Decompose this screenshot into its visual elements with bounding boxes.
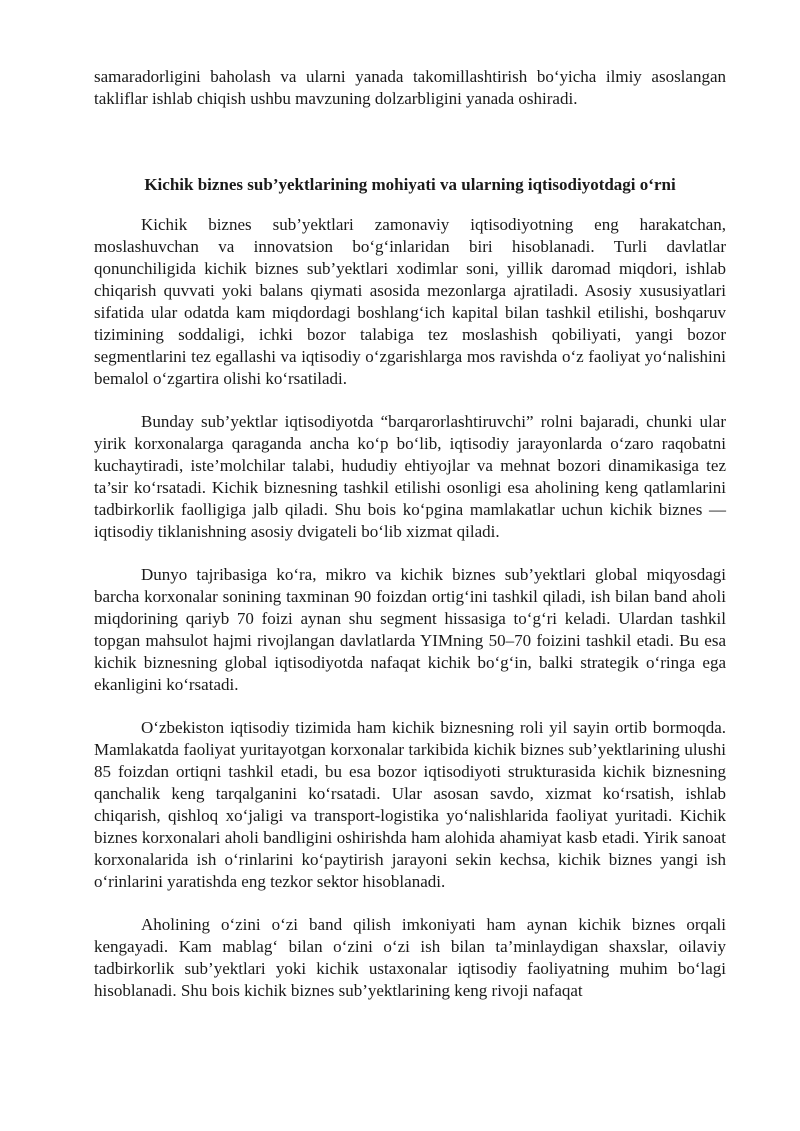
spacer <box>94 543 726 564</box>
body-paragraph-2: Bunday sub’yektlar iqtisodiyotda “barqarorlashtiruvchi” rolni bajaradi, chunki ular yirik korxonalarga qaraganda ancha ko‘p bo‘lib, iqtisodiy jarayonlarda o‘zaro raqobatni kuchaytiradi, iste’molchilar talabi, hududiy ehtiyojlar va mehnat bozori dinamikasiga tez ta’sir ko‘rsatadi. Kichik biznesning tashkil etilishi osonligi esa aholining keng qatlamlarini tadbirkorlik faolligiga jalb qiladi. Shu bois ko‘pgina mamlakatlar uchun kichik biznes — iqtisodiy tiklanishning asosiy dvigateli bo‘lib xizmat qiladi. <box>94 412 726 541</box>
body-paragraph-3: Dunyo tajribasiga ko‘ra, mikro va kichik biznes sub’yektlari global miqyosdagi barcha korxonalar sonining taxminan 90 foizdan ortig‘ini tashkil qiladi, ish bilan band aholi miqdorining qariyb 70 foizi aynan shu segment hissasiga to‘g‘ri keladi. Ulardan tashkil topgan mahsulot hajmi rivojlangan davlatlarda YIMning 50–70 foizini tashkil etadi. Bu esa kichik biznesning global iqtisodiyotda nafaqat kichik bo‘g‘in, balki strategik o‘ringa ega ekanligini ko‘rsatadi. <box>94 565 726 694</box>
body-paragraph-1: Kichik biznes sub’yektlari zamonaviy iqtisodiyotning eng harakatchan, moslashuvchan va innovatsion bo‘g‘inlaridan biri hisoblanadi. Turli davlatlar qonunchiligida kichik biznes sub’yektlari xodimlar soni, yillik daromad miqdori, ishlab chiqarish quvvati yoki balans qiymati asosida mezonlarga ajratiladi. Asosiy xususiyatlari sifatida ular odatda kam miqdordagi boshlang‘ich kapital bilan tashkil etilishi, boshqaruv tizimining soddaligi, ichki bozor talabiga tez moslashish qobiliyati, yangi bozor segmentlarini tez egallashi va iqtisodiy o‘zgarishlarga mos ravishda o‘z faoliyat yo‘nalishini bemalol o‘zgartira olishi ko‘rsatiladi. <box>94 215 726 388</box>
intro-paragraph: samaradorligini baholash va ularni yanada takomillashtirish bo‘yicha ilmiy asoslangan takliflar ishlab chiqish ushbu mavzuning dolzarbligini yanada oshiradi. <box>94 67 726 108</box>
spacer <box>94 196 726 214</box>
document-page <box>94 66 726 1002</box>
section-heading: Kichik biznes sub’yektlarining mohiyati va ularning iqtisodiyotdagi o‘rni <box>144 175 676 194</box>
spacer <box>94 390 726 411</box>
spacer <box>94 696 726 717</box>
body-paragraph-5: Aholining o‘zini o‘zi band qilish imkoniyati ham aynan kichik biznes orqali kengayadi. Kam mablag‘ bilan o‘zini o‘zi ish bilan ta’minlaydigan shaxslar, oilaviy tadbirkorlik sub’yektlari yoki kichik ustaxonalar iqtisodiy faoliyatning muhim bo‘lagi hisoblanadi. Shu bois kichik biznes sub’yektlarining keng rivoji nafaqat <box>94 915 726 1000</box>
spacer <box>94 893 726 914</box>
spacer <box>94 110 726 174</box>
body-paragraph-4: O‘zbekiston iqtisodiy tizimida ham kichik biznesning roli yil sayin ortib bormoqda. Mamlakatda faoliyat yuritayotgan korxonalar tarkibida kichik biznes sub’yektlarining ulushi 85 foizdan ortiqni tashkil etadi, bu esa bozor iqtisodiyoti strukturasida kichik biznesning qanchalik keng tarqalganini ko‘rsatadi. Ular asosan savdo, xizmat ko‘rsatish, ishlab chiqarish, qishloq xo‘jaligi va transport-logistika yo‘nalishlarida faoliyat yuritadi. Kichik biznes korxonalari aholi bandligini oshirishda ham alohida ahamiyat kasb etadi. Yirik sanoat korxonalarida ish o‘rinlarini ko‘paytirish jarayoni sekin kechsa, kichik biznes yangi ish o‘rinlarini yaratishda eng tezkor sektor hisoblanadi. <box>94 718 726 891</box>
